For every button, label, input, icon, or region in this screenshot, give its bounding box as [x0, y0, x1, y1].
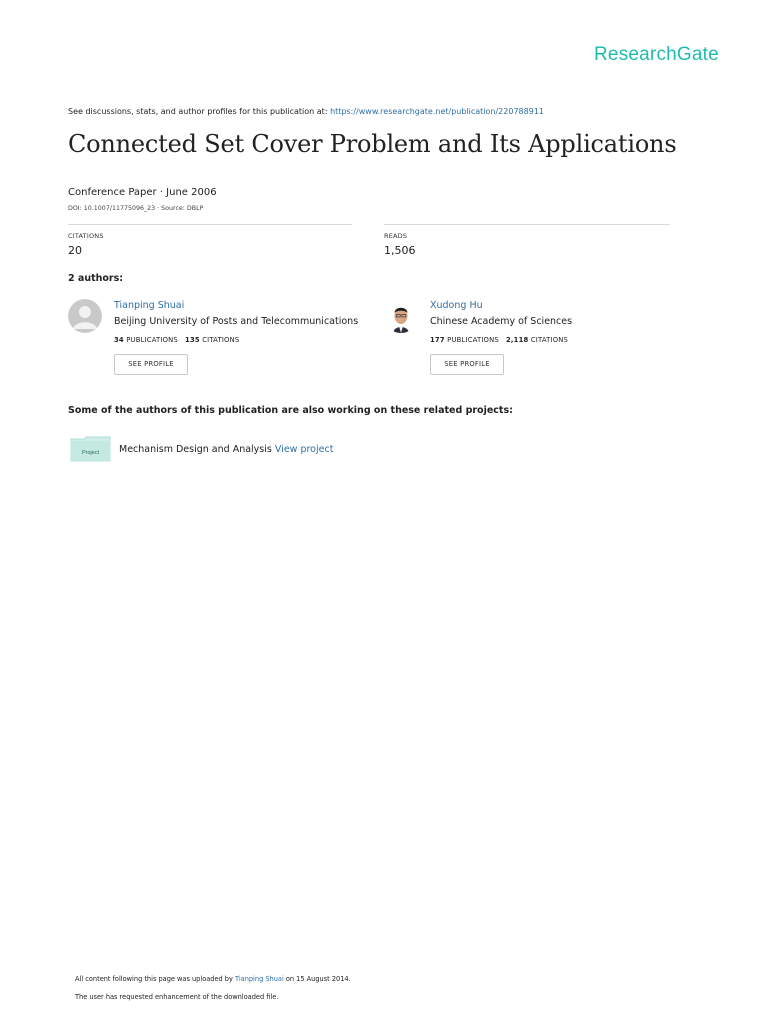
view-project-link[interactable]: View project — [274, 444, 334, 455]
upload-note-post: on 15 August 2014. — [283, 975, 351, 983]
publications-count: 177 — [430, 336, 445, 344]
publications-label: PUBLICATIONS — [447, 336, 499, 344]
avatar-placeholder-icon[interactable] — [68, 299, 102, 333]
citations-label: CITATIONS — [202, 336, 240, 344]
discussions-line — [68, 107, 544, 116]
divider-citations — [68, 224, 352, 225]
reads-count: 1,506 — [384, 244, 416, 257]
upload-note — [75, 975, 351, 983]
author-stats-hu — [430, 336, 568, 344]
publication-link[interactable]: https://www.researchgate.net/publication/220788911 — [330, 107, 544, 116]
author-name-shuai[interactable]: Tianping Shuai — [114, 300, 185, 311]
project-name: Mechanism Design and Analysis — [119, 444, 272, 455]
publications-label: PUBLICATIONS — [126, 336, 178, 344]
author-stats-shuai — [114, 336, 239, 344]
see-profile-button-hu[interactable]: SEE PROFILE — [430, 354, 504, 375]
project-icon-label: Project — [81, 450, 100, 456]
publications-count: 34 — [114, 336, 124, 344]
enhancement-note: The user has requested enhancement of the downloaded file. — [75, 993, 279, 1001]
divider-reads — [384, 224, 670, 225]
researchgate-logo[interactable]: ResearchGate — [594, 44, 719, 65]
authors-heading: 2 authors: — [68, 273, 124, 284]
citations-count: 20 — [68, 244, 82, 257]
author-photo-hu[interactable] — [384, 299, 418, 333]
related-projects-heading: Some of the authors of this publication are also working on these related projects: — [68, 405, 513, 416]
upload-note-pre: All content following this page was uploaded by — [75, 975, 235, 983]
citations-count: 2,118 — [505, 336, 529, 344]
doi-source: DOI: 10.1007/11775096_23 · Source: DBLP — [68, 205, 204, 212]
author-name-hu[interactable]: Xudong Hu — [430, 300, 483, 311]
paper-type: Conference Paper · June 2006 — [68, 187, 217, 198]
project-entry — [119, 444, 333, 455]
uploader-link[interactable]: Tianping Shuai — [235, 975, 284, 983]
project-folder-icon[interactable] — [70, 436, 111, 462]
author-affiliation-shuai: Beijing University of Posts and Telecommunications — [114, 316, 359, 327]
author-affiliation-hu: Chinese Academy of Sciences — [430, 316, 573, 327]
see-profile-button-shuai[interactable]: SEE PROFILE — [114, 354, 188, 375]
discussions-text: See discussions, stats, and author profiles for this publication at: — [68, 107, 331, 116]
paper-title: Connected Set Cover Problem and Its Applications — [68, 130, 677, 158]
citations-label: CITATIONS — [530, 336, 569, 344]
reads-label: READS — [384, 232, 408, 240]
citations-count: 135 — [185, 336, 200, 344]
citations-label: CITATIONS — [68, 232, 104, 240]
